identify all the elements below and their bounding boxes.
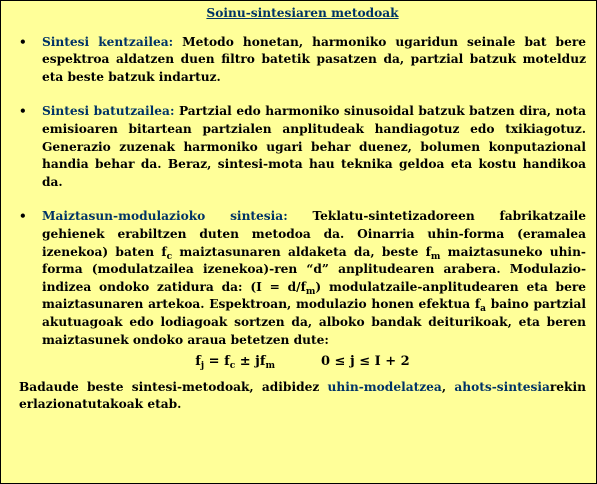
term-fm: Maiztasun-modulazioko sintesia: bbox=[42, 209, 288, 224]
list-item-fm-synthesis bbox=[19, 208, 586, 349]
formula-range: 0 ≤ j ≤ I + 2 bbox=[320, 354, 410, 370]
formula-sub-m: m bbox=[265, 361, 275, 372]
page-title: Soinu-sintesiaren metodoak bbox=[206, 6, 399, 20]
sub-m: m bbox=[305, 286, 316, 297]
closing-text-3: rekin erlazionatutakoak etab. bbox=[19, 379, 586, 412]
bullet-icon: • bbox=[19, 34, 27, 49]
desc-fm-part1: Teklatu-sintetizadoreen fabrikatzaile gehienek erabiltzen duten metodoa da. Oinarria uhin-forma (eramalea izenekoa) baten f bbox=[42, 209, 586, 259]
sub-a: a bbox=[480, 304, 486, 315]
sideband-formula bbox=[19, 353, 586, 371]
list-item-additive-synthesis bbox=[19, 103, 586, 191]
formula-mid: = f bbox=[204, 354, 230, 370]
bullet-icon: • bbox=[19, 209, 27, 224]
formula-sub-c: c bbox=[229, 361, 236, 372]
desc-subtractive: Metodo honetan, harmoniko ugaridun seinale bat bere espektroa aldatzen duen filtro batetik pasatzen da, partzial batzuk motelduz eta beste batzuk indartuz. bbox=[42, 34, 587, 84]
link-wave-modeling[interactable]: uhin-modelatzea bbox=[327, 379, 442, 394]
desc-fm-part4: ) modulatzaile-anplitudearen eta bere maiztasunaren artekoa. Espektroan, modulazio honen efektua f bbox=[42, 279, 586, 312]
formula-pm: ± jf bbox=[235, 354, 266, 370]
bullet-icon: • bbox=[19, 104, 27, 119]
closing-text-1: Badaude beste sintesi-metodoak, adibidez bbox=[19, 379, 328, 394]
desc-fm-part5: baino partzial akutuagoak edo lodiagoak sortzen da, alboko bandak deiturikoak, eta beren maiztasunek ondoko araua betetzen dute: bbox=[42, 297, 587, 347]
sub-c: c bbox=[166, 251, 173, 262]
closing-paragraph bbox=[19, 379, 586, 414]
link-voice-synthesis[interactable]: ahots-sintesia bbox=[454, 379, 550, 394]
method-list bbox=[19, 34, 586, 350]
closing-text-2: , bbox=[441, 379, 455, 394]
desc-fm-part3: maiztasuneko uhin-forma (modulatzailea izenekoa)-ren “d” anplitudearen arabera. Modulazio-indizea ondoko zatidura da: (I = d/f bbox=[42, 244, 586, 294]
formula-sub-j: j bbox=[200, 361, 205, 372]
sub-m: m bbox=[430, 251, 441, 262]
desc-additive: Partzial edo harmoniko sinusoidal batzuk batzen dira, nota emisioaren bitartean partzialen anplitudeak handiagotuz edo txikiagotuz. Generazio zuzenak harmoniko ugari behar duenez, bolumen konputazional handia behar da. Beraz, sintesi-mota hau teknika geldoa eta kostu handikoa da. bbox=[42, 104, 586, 189]
term-subtractive: Sintesi kentzailea: bbox=[42, 34, 174, 49]
desc-fm-part2: maiztasunaren aldaketa da, beste f bbox=[172, 244, 431, 259]
term-additive: Sintesi batutzailea: bbox=[42, 104, 175, 119]
formula-f: f bbox=[195, 354, 201, 370]
list-item-subtractive-synthesis bbox=[19, 34, 586, 87]
